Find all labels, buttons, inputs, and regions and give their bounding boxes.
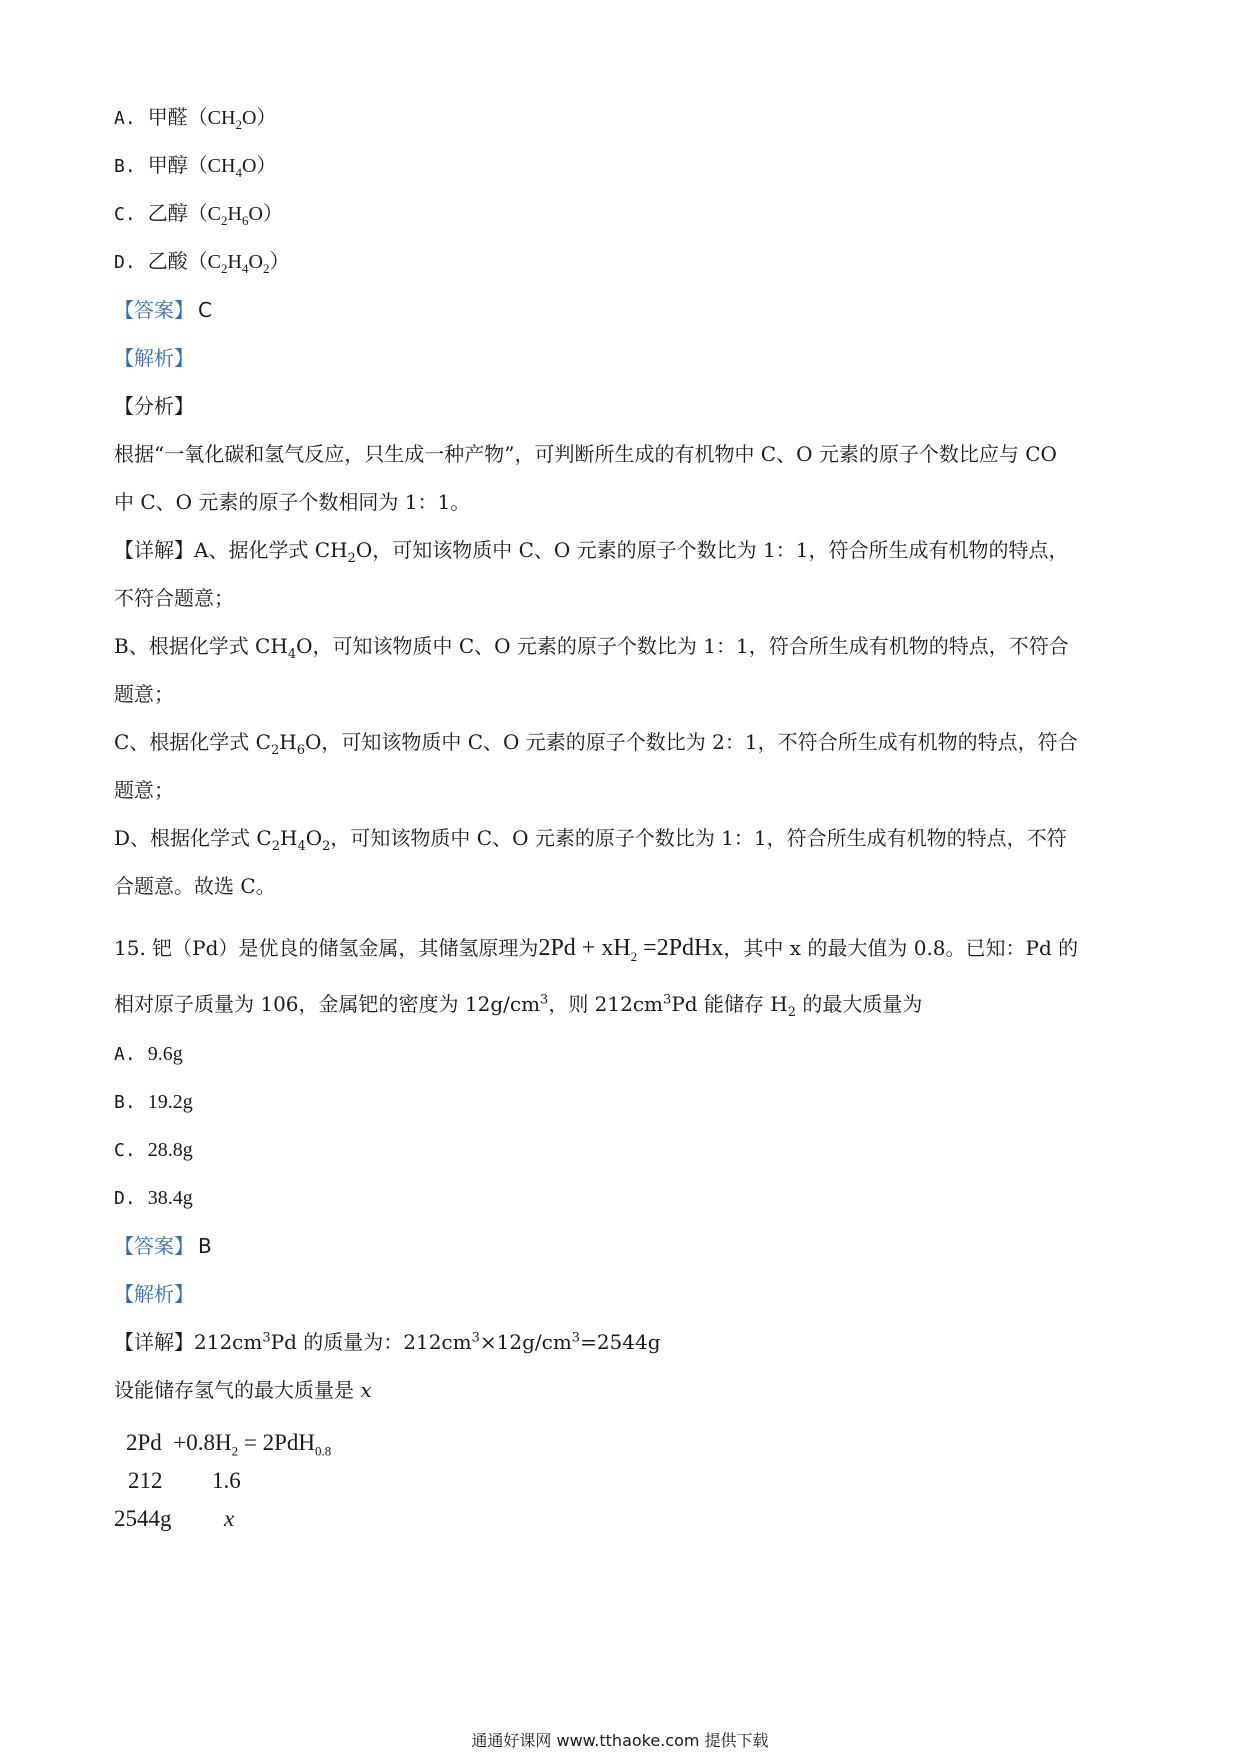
variable-x: x	[360, 1378, 372, 1402]
q15-option-b	[114, 1088, 193, 1117]
option-value: 19.2g	[147, 1091, 193, 1113]
q15-stem-after: ，其中 x 的最大值为 0.8。已知：Pd 的	[723, 936, 1079, 960]
option-name: 乙酸	[147, 251, 188, 273]
detail-text: $212cm^3Pd$ 的质量为：$212cm^3\times 12g/cm^3=2544g$	[194, 1330, 661, 1354]
fenxi-text-1: 根据“一氧化碳和氢气反应，只生成一种产物”，可判断所生成的有机物中 C、O 元素的原子个数比应与 CO	[114, 442, 1057, 466]
q15-answer-line	[114, 1232, 212, 1260]
answer-value: B	[198, 1234, 212, 1258]
option-d	[114, 248, 289, 277]
option-formula: $(C_2H_6O)$	[187, 203, 283, 228]
option-letter: D.	[114, 1188, 136, 1209]
q15-detail-1	[114, 1328, 661, 1356]
option-formula: $(C_2H_4O_2)$	[187, 251, 290, 276]
q15-stem-2: 相对原子质量为 106，金属钯的密度为 $12g/cm^3$，则 $212cm^3Pd$ 能储存 $H_2$ 的最大质量为	[114, 992, 923, 1020]
q15-stem-before: 15. 钯（Pd）是优良的储氢金属，其储氢原理为	[114, 936, 539, 960]
option-b	[114, 152, 276, 181]
detail-line-4: 题意；	[114, 682, 174, 706]
q15-option-c	[114, 1136, 193, 1165]
option-letter: B.	[114, 1092, 136, 1113]
q15-option-d	[114, 1184, 193, 1213]
option-value: 9.6g	[147, 1043, 183, 1065]
calc-equation: $2Pd +0.8H_2 = 2PdH_{0.8}$	[126, 1430, 332, 1459]
option-letter: A.	[114, 1044, 136, 1065]
answer-line	[114, 296, 212, 324]
q15-stem-1	[114, 934, 1078, 962]
answer-value: C	[198, 298, 212, 322]
q15-option-a	[114, 1040, 183, 1069]
analysis-tag: 【解析】	[114, 346, 194, 370]
option-letter: A.	[114, 108, 136, 129]
detail-text: A、据化学式 $CH_2O$，可知该物质中 C、O 元素的原子个数比为 1：1，符合所生成有机物的特点，	[194, 538, 1069, 566]
fenxi-text-2: 中 C、O 元素的原子个数相同为 1：1。	[114, 490, 471, 514]
option-letter: C.	[114, 1140, 136, 1161]
option-name: 甲醛	[147, 107, 188, 129]
option-a	[114, 104, 276, 133]
fenxi-line	[114, 392, 194, 420]
detail-line-3: B、根据化学式 $CH_4O$，可知该物质中 C、O 元素的原子个数比为 1：1，符合所生成有机物的特点，不符合	[114, 634, 1069, 662]
q15-detail-2	[114, 1376, 372, 1404]
calc-row2-a: 212	[128, 1468, 163, 1493]
option-letter: B.	[114, 156, 136, 177]
q15-analysis-line	[114, 1280, 194, 1308]
option-formula: $(CH_2O)$	[187, 107, 277, 132]
footer-text: 通通好课网 www.tthaoke.com 提供下载	[471, 1731, 769, 1750]
detail-line-6: 题意；	[114, 778, 174, 802]
detail-line-7: D、根据化学式 $C_2H_4O_2$，可知该物质中 C、O 元素的原子个数比为 1：1，符合所生成有机物的特点，不符	[114, 826, 1067, 854]
detail-tag: 【详解】	[114, 1330, 194, 1354]
calc-row3-a: 2544g	[114, 1506, 172, 1531]
detail-line-2: 不符合题意；	[114, 586, 234, 610]
answer-tag: 【答案】	[114, 1234, 194, 1258]
analysis-tag: 【解析】	[114, 1282, 194, 1306]
option-value: 28.8g	[147, 1139, 193, 1161]
option-value: 38.4g	[147, 1187, 193, 1209]
detail-tag: 【详解】	[114, 538, 194, 562]
option-letter: D.	[114, 252, 136, 273]
q15-equation: $2Pd + xH_2$ =2PdHx	[538, 935, 724, 964]
fenxi-tag: 【分析】	[114, 394, 194, 418]
option-name: 甲醇	[147, 155, 188, 177]
analysis-line	[114, 344, 194, 372]
detail-text: 设能储存氢气的最大质量是	[114, 1378, 361, 1402]
option-name: 乙醇	[147, 203, 188, 225]
option-formula: $(CH_4O)$	[187, 155, 277, 180]
option-letter: C.	[114, 204, 136, 225]
detail-line-8: 合题意。故选 C。	[114, 874, 276, 898]
calc-row2-b: 1.6	[212, 1468, 241, 1493]
option-c	[114, 200, 283, 229]
detail-line-1	[114, 536, 1068, 564]
calc-row3-b: x	[224, 1506, 235, 1531]
detail-line-5: C、根据化学式 $C_2H_6O$，可知该物质中 C、O 元素的原子个数比为 2：1，不符合所生成有机物的特点，符合	[114, 730, 1078, 758]
answer-tag: 【答案】	[114, 298, 194, 322]
